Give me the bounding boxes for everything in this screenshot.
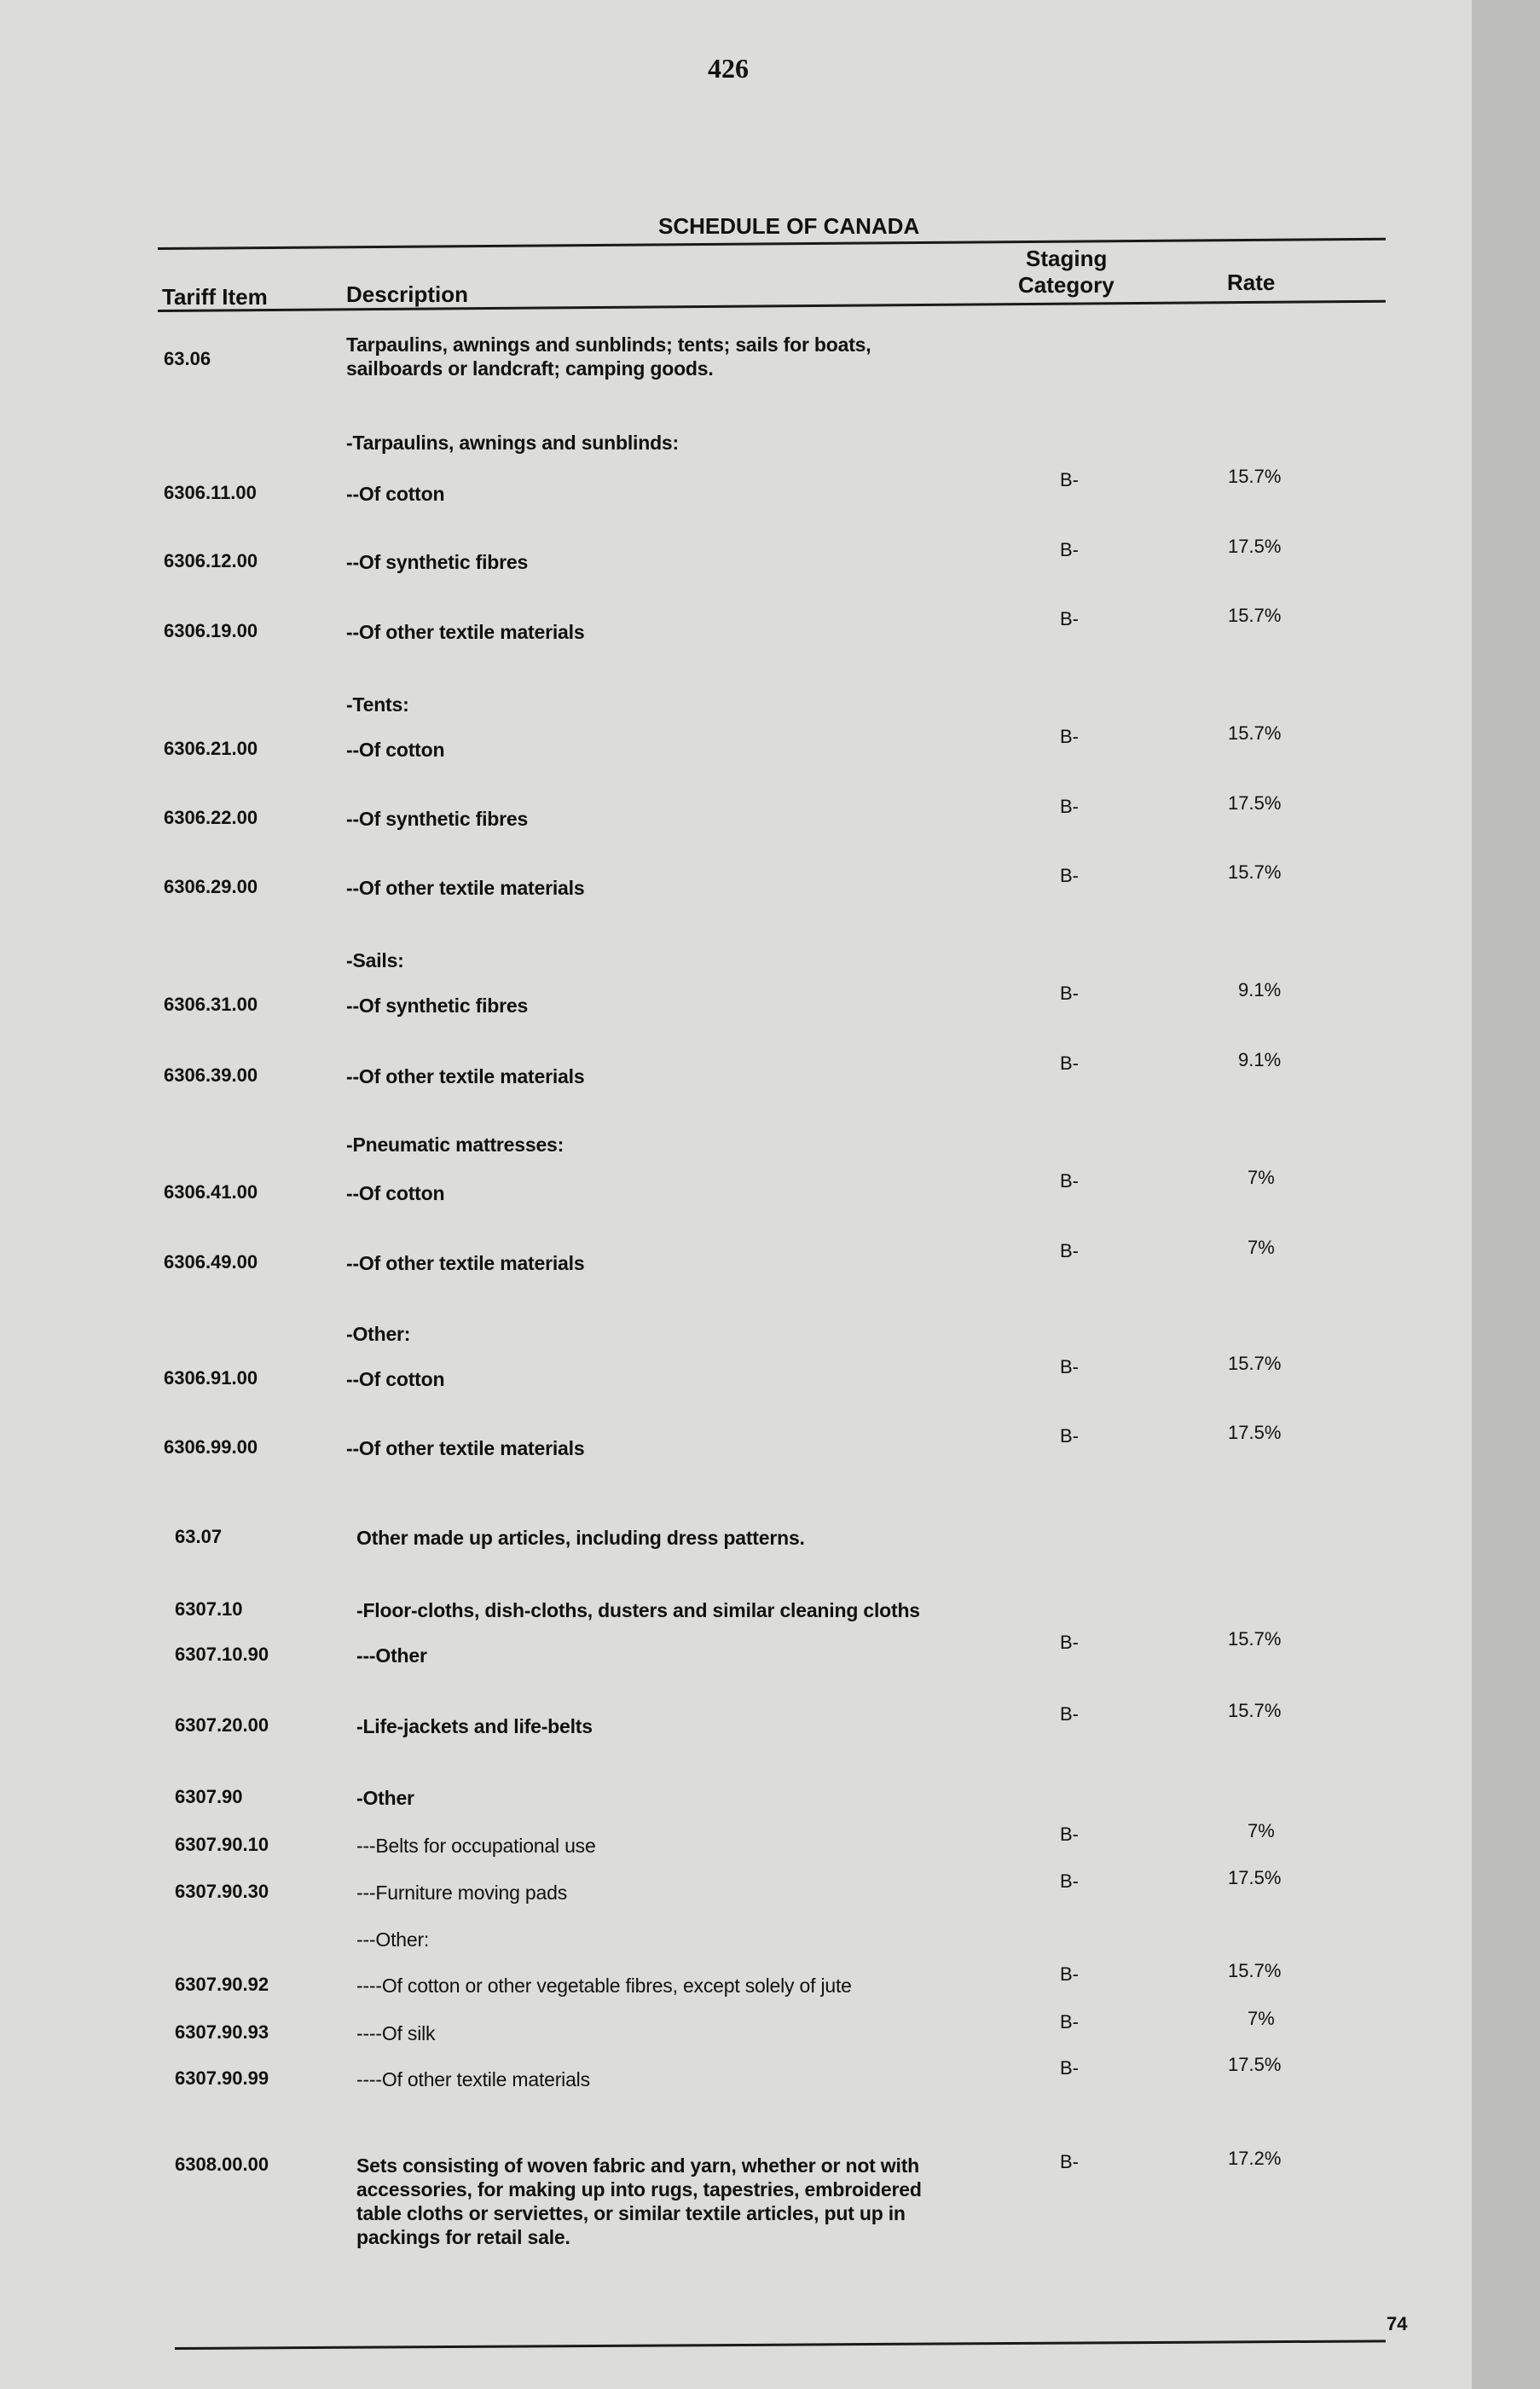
tariff-item: 6307.20.00 bbox=[175, 1714, 269, 1736]
staging-category: B- bbox=[1060, 2057, 1079, 2079]
staging-category: B- bbox=[1060, 1870, 1079, 1892]
footer-rule bbox=[175, 2340, 1386, 2350]
description: --Of cotton bbox=[346, 1368, 445, 1390]
description: --Of other textile materials bbox=[346, 621, 585, 643]
tariff-item: 6307.90.99 bbox=[175, 2067, 269, 2089]
description: -Sails: bbox=[346, 949, 404, 971]
description: --Of synthetic fibres bbox=[346, 551, 529, 573]
rate: 17.5% bbox=[1228, 792, 1282, 814]
rate: 7% bbox=[1248, 1820, 1275, 1841]
staging-category: B- bbox=[1060, 1240, 1079, 1261]
tariff-item: 6306.12.00 bbox=[164, 550, 258, 571]
header-description: Description bbox=[346, 281, 469, 307]
staging-category: B- bbox=[1060, 865, 1079, 886]
rate: 17.5% bbox=[1228, 1422, 1282, 1443]
tariff-item: 6306.49.00 bbox=[164, 1251, 258, 1273]
tariff-item: 6306.99.00 bbox=[164, 1436, 258, 1458]
description: ----Of silk bbox=[356, 2022, 436, 2044]
header-bottom-rule bbox=[158, 300, 1386, 312]
page-edge bbox=[1472, 0, 1540, 2389]
rate: 15.7% bbox=[1228, 861, 1282, 883]
staging-category: B- bbox=[1060, 726, 1079, 747]
staging-category: B- bbox=[1060, 1052, 1079, 1074]
staging-category: B- bbox=[1060, 1824, 1079, 1845]
staging-category: B- bbox=[1060, 2151, 1079, 2172]
description: --Of other textile materials bbox=[346, 1437, 585, 1459]
staging-category: B- bbox=[1060, 1170, 1079, 1192]
rate: 17.5% bbox=[1228, 536, 1282, 557]
tariff-item: 6306.91.00 bbox=[164, 1367, 258, 1389]
description: ----Of other textile materials bbox=[356, 2068, 590, 2090]
staging-category: B- bbox=[1060, 1963, 1079, 1985]
staging-category: B- bbox=[1060, 983, 1079, 1004]
description: --Of cotton bbox=[346, 1182, 445, 1204]
tariff-item: 6306.22.00 bbox=[164, 807, 258, 828]
header-staging-line1: Staging bbox=[1026, 246, 1108, 271]
description: ---Other bbox=[356, 1644, 427, 1667]
description: --Of synthetic fibres bbox=[346, 994, 529, 1017]
rate: 15.7% bbox=[1228, 605, 1282, 626]
page-number: 426 bbox=[708, 53, 749, 84]
header-staging-line2: Category bbox=[1018, 272, 1114, 298]
tariff-item: 6306.39.00 bbox=[164, 1064, 258, 1086]
staging-category: B- bbox=[1060, 608, 1079, 629]
schedule-title: SCHEDULE OF CANADA bbox=[658, 213, 920, 239]
tariff-item: 6307.10.90 bbox=[175, 1644, 269, 1665]
tariff-item: 6306.21.00 bbox=[164, 738, 258, 759]
rate: 15.7% bbox=[1228, 1700, 1282, 1721]
rate: 17.5% bbox=[1228, 2054, 1282, 2075]
tariff-item: 6308.00.00 bbox=[175, 2154, 269, 2175]
description: ---Other: bbox=[356, 1928, 430, 1951]
rate: 17.5% bbox=[1228, 1867, 1282, 1888]
tariff-item: 6307.90.10 bbox=[175, 1834, 269, 1855]
description: -Other bbox=[356, 1787, 414, 1809]
description: --Of cotton bbox=[346, 739, 445, 761]
header-rate: Rate bbox=[1227, 270, 1276, 295]
staging-category: B- bbox=[1060, 796, 1079, 817]
tariff-item: 6306.41.00 bbox=[164, 1181, 258, 1203]
description: --Of cotton bbox=[346, 483, 445, 505]
description: -Tarpaulins, awnings and sunblinds: bbox=[346, 432, 679, 454]
tariff-item: 6306.29.00 bbox=[164, 876, 258, 897]
description: -Tents: bbox=[346, 693, 409, 716]
tariff-item: 6307.10 bbox=[175, 1598, 243, 1620]
staging-category: B- bbox=[1060, 469, 1079, 490]
description: --Of synthetic fibres bbox=[346, 808, 529, 830]
description: --Of other textile materials bbox=[346, 877, 585, 899]
tariff-item: 6306.19.00 bbox=[164, 620, 258, 641]
header-tariff-item: Tariff Item bbox=[162, 284, 268, 310]
rate: 17.2% bbox=[1228, 2148, 1282, 2169]
tariff-item: 6306.11.00 bbox=[164, 482, 257, 503]
description: -Other: bbox=[346, 1323, 411, 1345]
tariff-item: 6307.90.30 bbox=[175, 1881, 269, 1902]
rate: 7% bbox=[1248, 1237, 1275, 1258]
description: -Pneumatic mattresses: bbox=[346, 1134, 564, 1156]
description: Other made up articles, including dress patterns. bbox=[356, 1527, 805, 1549]
tariff-item: 6306.31.00 bbox=[164, 994, 258, 1015]
description: ---Belts for occupational use bbox=[356, 1835, 596, 1857]
tariff-item: 6307.90 bbox=[175, 1786, 243, 1807]
staging-category: B- bbox=[1060, 1703, 1079, 1725]
staging-category: B- bbox=[1060, 1632, 1079, 1653]
description: ----Of cotton or other vegetable fibres, except solely of jute bbox=[356, 1974, 852, 1997]
description: Sets consisting of woven fabric and yarn, whether or not with accessories, for making up into rugs, tapestries, embroidered table cloths or serviettes, or similar textile articles, put up in packings for retail sale. bbox=[356, 2154, 922, 2248]
tariff-item: 6307.90.93 bbox=[175, 2021, 269, 2043]
tariff-item: 63.07 bbox=[175, 1526, 223, 1547]
rate: 7% bbox=[1248, 2008, 1275, 2029]
staging-category: B- bbox=[1060, 1356, 1079, 1377]
rate: 9.1% bbox=[1238, 979, 1282, 1000]
description: ---Furniture moving pads bbox=[356, 1882, 568, 1904]
rate: 15.7% bbox=[1228, 1960, 1282, 1981]
description: --Of other textile materials bbox=[346, 1252, 585, 1274]
tariff-item: 63.06 bbox=[164, 348, 211, 369]
description: Tarpaulins, awnings and sunblinds; tents; sails for boats, sailboards or landcraft; camping goods. bbox=[346, 333, 871, 380]
staging-category: B- bbox=[1060, 539, 1079, 560]
rate: 15.7% bbox=[1228, 1628, 1282, 1650]
rate: 9.1% bbox=[1238, 1049, 1282, 1070]
staging-category: B- bbox=[1060, 2011, 1079, 2032]
description: -Floor-cloths, dish-cloths, dusters and similar cleaning cloths bbox=[356, 1599, 920, 1621]
description: -Life-jackets and life-belts bbox=[356, 1715, 593, 1737]
footer-number: 74 bbox=[1387, 2313, 1408, 2334]
tariff-item: 6307.90.92 bbox=[175, 1974, 269, 1995]
rate: 15.7% bbox=[1228, 466, 1282, 487]
rate: 15.7% bbox=[1228, 1353, 1282, 1374]
rate: 15.7% bbox=[1228, 722, 1282, 744]
staging-category: B- bbox=[1060, 1425, 1079, 1447]
rate: 7% bbox=[1248, 1167, 1275, 1188]
description: --Of other textile materials bbox=[346, 1065, 585, 1087]
